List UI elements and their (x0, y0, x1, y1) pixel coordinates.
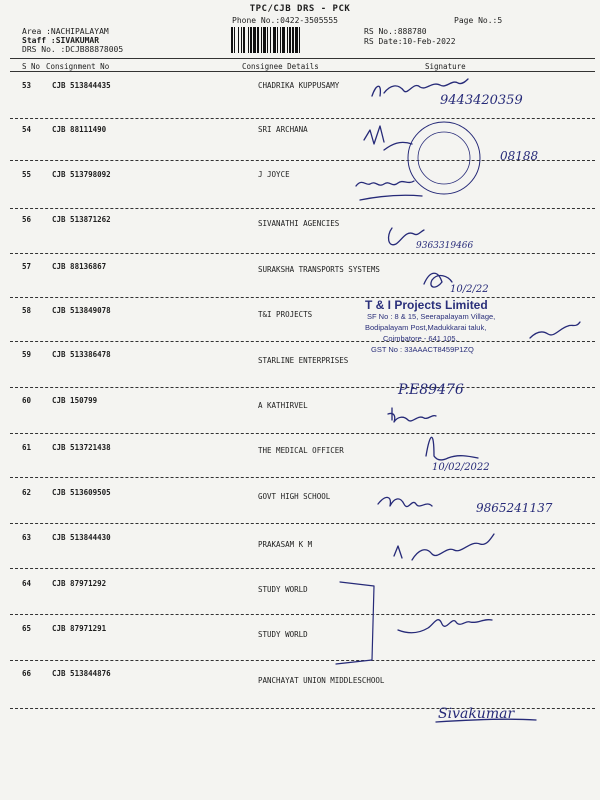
row-divider (10, 297, 595, 298)
handwritten-date-61: 10/02/2022 (432, 462, 490, 473)
row-consignment: CJB 513844435 (52, 81, 111, 90)
row-divider (10, 523, 595, 524)
stamp-address-3: Coimbatore - 641 105. (383, 334, 458, 343)
row-divider (10, 614, 595, 615)
row-consignee: STUDY WORLD (258, 630, 308, 639)
row-consignment: CJB 513844430 (52, 533, 111, 542)
row-sno: 58 (22, 306, 32, 315)
drs-number: DRS No. :DCJB88878005 (22, 45, 124, 54)
document-title: TPC/CJB DRS - PCK (249, 4, 351, 14)
staff-field: Staff :SIVAKUMAR (22, 36, 100, 45)
row-sno: 53 (22, 81, 32, 90)
row-consignment: CJB 87971292 (52, 579, 107, 588)
row-consignee: J JOYCE (258, 170, 290, 179)
row-divider (10, 568, 595, 569)
row-consignment: CJB 513609505 (52, 488, 111, 497)
row-consignment: CJB 87971291 (52, 624, 107, 633)
row-divider (10, 253, 595, 254)
handwritten-phone-53: 9443420359 (440, 93, 523, 108)
row-consignment: CJB 513386478 (52, 350, 111, 359)
row-divider (10, 477, 595, 478)
handwritten-phone-62: 9865241137 (476, 501, 553, 515)
row-consignment: CJB 88111490 (52, 125, 107, 134)
row-sno: 59 (22, 350, 32, 359)
signature-65 (398, 620, 492, 633)
rs-number: RS No.:888780 (364, 27, 427, 36)
row-consignee: GOVT HIGH SCHOOL (258, 492, 331, 501)
row-consignment: CJB 513849078 (52, 306, 111, 315)
stamp-gst: GST No : 33AAACT8459P1ZQ (371, 345, 474, 354)
handwritten-ref-59: P.E89476 (398, 382, 464, 398)
row-divider (10, 387, 595, 388)
row-divider (10, 208, 595, 209)
row-sno: 65 (22, 624, 32, 633)
row-consignee: SURAKSHA TRANSPORTS SYSTEMS (258, 265, 380, 274)
signature-56 (389, 228, 424, 245)
row-divider (10, 341, 595, 342)
row-consignee: PANCHAYAT UNION MIDDLESCHOOL (258, 676, 385, 685)
signature-55 (356, 181, 422, 200)
row-divider (10, 433, 595, 434)
row-sno: 55 (22, 170, 32, 179)
row-sno: 64 (22, 579, 32, 588)
row-consignment: CJB 513798092 (52, 170, 111, 179)
signature-57 (424, 273, 452, 287)
stamp-address-2: Bodipalayam Post,Madukkarai taluk, (365, 323, 487, 332)
signature-58 (530, 322, 580, 338)
round-seal (408, 122, 480, 194)
row-consignee: STUDY WORLD (258, 585, 308, 594)
col-consignee: Consignee Details (242, 62, 319, 71)
page-number: Page No.:5 (454, 16, 503, 25)
phone-number: Phone No.:0422-3505555 (232, 16, 338, 25)
row-sno: 66 (22, 669, 32, 678)
column-divider (10, 71, 595, 72)
row-sno: 54 (22, 125, 32, 134)
row-consignee: T&I PROJECTS (258, 310, 313, 319)
barcode (230, 27, 360, 53)
signature-53 (372, 79, 468, 96)
row-consignee: SIVANATHI AGENCIES (258, 219, 340, 228)
row-consignee: THE MEDICAL OFFICER (258, 446, 344, 455)
signature-54 (364, 126, 412, 150)
row-sno: 61 (22, 443, 32, 452)
row-consignee: A KATHIRVEL (258, 401, 308, 410)
signature-63 (394, 534, 494, 560)
row-consignment: CJB 88136867 (52, 262, 107, 271)
signature-60 (388, 408, 436, 422)
handwritten-date-57: 10/2/22 (450, 284, 489, 295)
stamp-company-name: T & I Projects Limited (365, 298, 488, 312)
rs-date: RS Date:10-Feb-2022 (364, 37, 456, 46)
row-consignee: PRAKASAM K M (258, 540, 313, 549)
row-sno: 57 (22, 262, 32, 271)
row-sno: 62 (22, 488, 32, 497)
row-sno: 60 (22, 396, 32, 405)
col-signature: Signature (425, 62, 466, 71)
row-sno: 56 (22, 215, 32, 224)
handwritten-phone-56: 9363319466 (416, 241, 474, 251)
signature-62 (378, 497, 432, 506)
handwritten-code-54: 08188 (500, 149, 539, 163)
header-divider (10, 58, 595, 59)
row-divider (10, 708, 595, 709)
col-sno: S No (22, 62, 41, 71)
row-consignment: CJB 513871262 (52, 215, 111, 224)
stamp-address-1: SF No : 8 & 15, Seerapalayam Village, (367, 312, 496, 321)
row-divider (10, 118, 595, 119)
col-consignment: Consignment No (46, 62, 110, 71)
handwritten-signature-66: Sivakumar (438, 706, 515, 722)
row-consignment: CJB 513721438 (52, 443, 111, 452)
signature-66-underline (436, 719, 536, 722)
row-divider (10, 660, 595, 661)
bracket-mark (336, 582, 374, 664)
row-consignee: STARLINE ENTERPRISES (258, 356, 349, 365)
row-consignee: CHADRIKA KUPPUSAMY (258, 81, 340, 90)
area-field: Area :NACHIPALAYAM (22, 27, 109, 36)
signature-61 (426, 437, 478, 460)
row-consignment: CJB 150799 (52, 396, 98, 405)
row-consignee: SRI ARCHANA (258, 125, 308, 134)
row-consignment: CJB 513844876 (52, 669, 111, 678)
row-divider (10, 160, 595, 161)
row-sno: 63 (22, 533, 32, 542)
